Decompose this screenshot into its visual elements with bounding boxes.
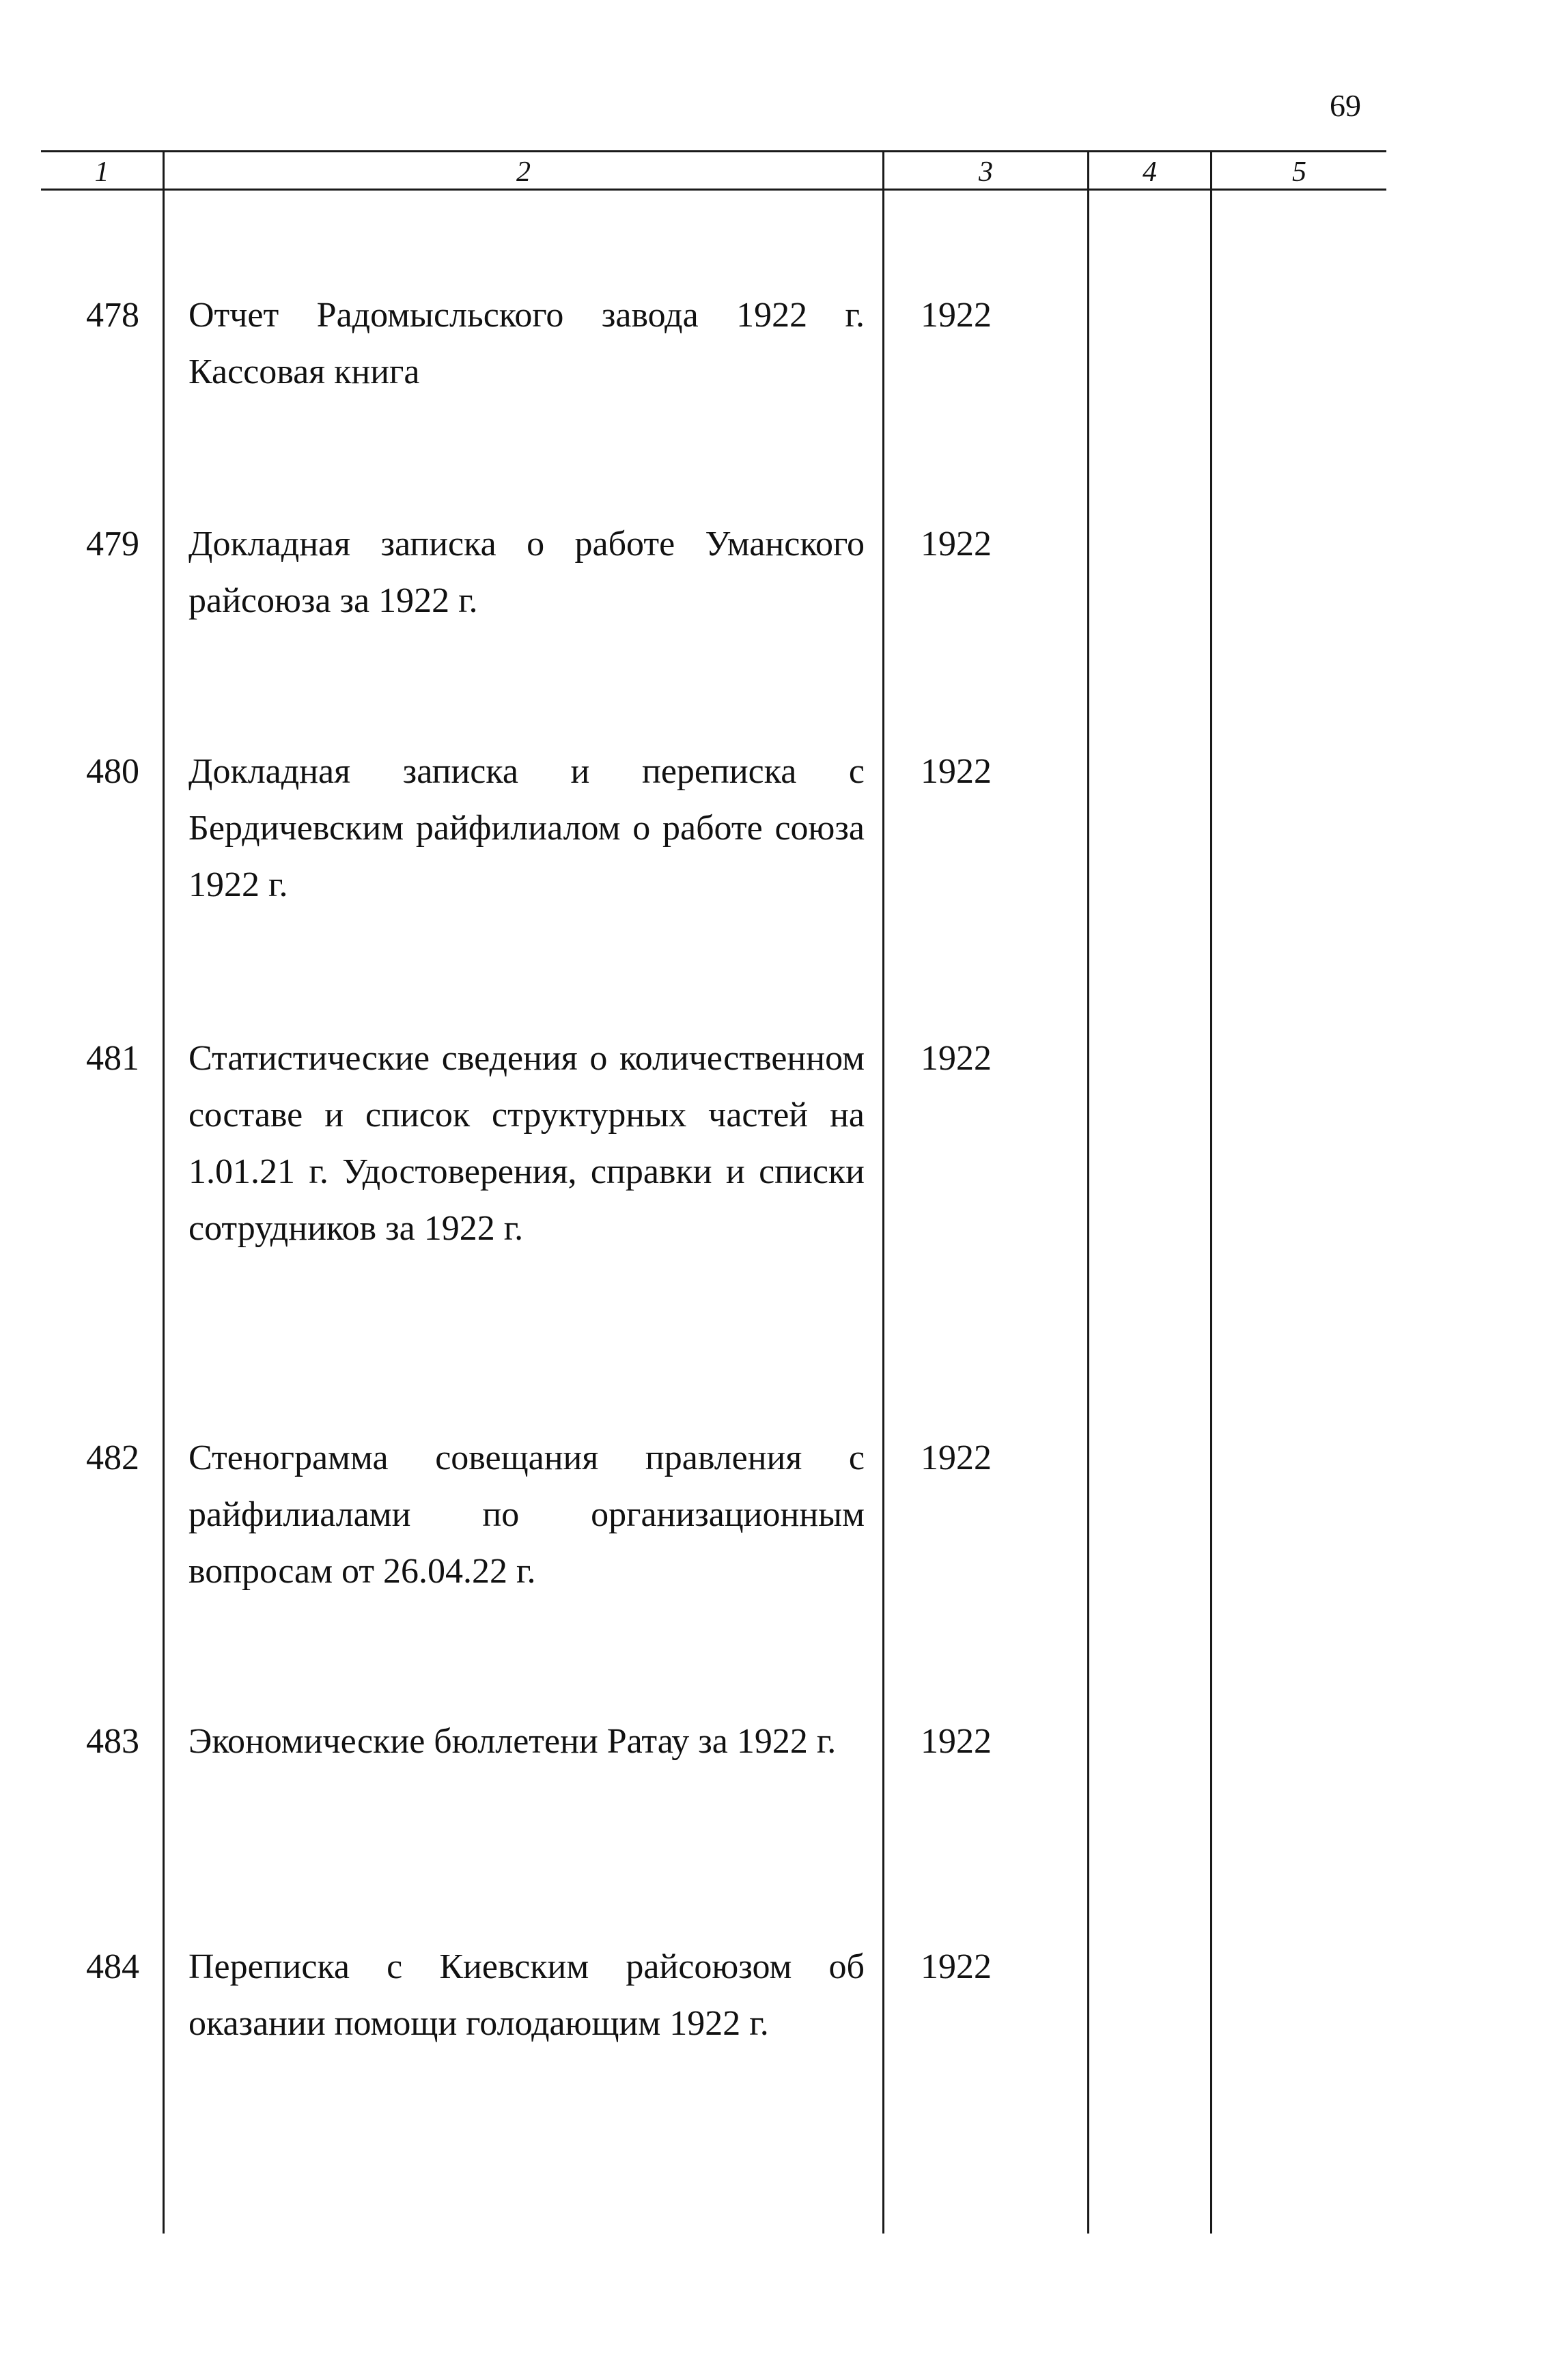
row-description: Переписка с Киевским райсоюзом об оказании помощи голодающим 1922 г.	[188, 1947, 865, 2043]
row-description: Статистические сведения о количественном составе и список структурных частей на 1.01.21 г. Удостоверения, справки и списки сотрудников за 1922 г.	[188, 1039, 865, 1248]
row-number: 483	[86, 1722, 139, 1761]
table-header-rule	[41, 189, 1386, 191]
row-year: 1922	[921, 752, 992, 791]
row-description: Докладная записка и переписка с Бердичевским райфилиалом о работе союза 1922 г.	[188, 752, 865, 904]
column-divider-2	[882, 150, 884, 2234]
row-description: Экономические бюллетени Ратау за 1922 г.	[188, 1722, 837, 1761]
column-header-2: 2	[516, 156, 531, 188]
row-year: 1922	[921, 1947, 992, 1986]
row-number: 484	[86, 1947, 139, 1986]
row-number: 481	[86, 1039, 139, 1078]
column-header-1: 1	[94, 156, 109, 188]
row-number: 479	[86, 525, 139, 564]
column-header-4: 4	[1143, 156, 1157, 188]
row-number: 480	[86, 752, 139, 791]
row-description: Стенограмма совещания правления с райфилиалами по организационным вопросам от 26.04.22 г.	[188, 1438, 865, 1591]
row-number: 478	[86, 296, 139, 335]
row-year: 1922	[921, 525, 992, 564]
column-divider-4	[1210, 150, 1212, 2234]
row-description: Докладная записка о работе Уманского райсоюза за 1922 г.	[188, 525, 865, 620]
row-description: Отчет Радомысльского завода 1922 г. Кассовая книга	[188, 296, 865, 391]
page-number: 69	[1330, 88, 1361, 123]
row-year: 1922	[921, 296, 992, 335]
column-header-5: 5	[1292, 156, 1306, 188]
column-header-3: 3	[979, 156, 993, 188]
row-year: 1922	[921, 1722, 992, 1761]
table-top-rule	[41, 150, 1386, 152]
column-divider-3	[1087, 150, 1089, 2234]
column-divider-1	[163, 150, 165, 2234]
row-year: 1922	[921, 1438, 992, 1477]
row-number: 482	[86, 1438, 139, 1477]
row-year: 1922	[921, 1039, 992, 1078]
